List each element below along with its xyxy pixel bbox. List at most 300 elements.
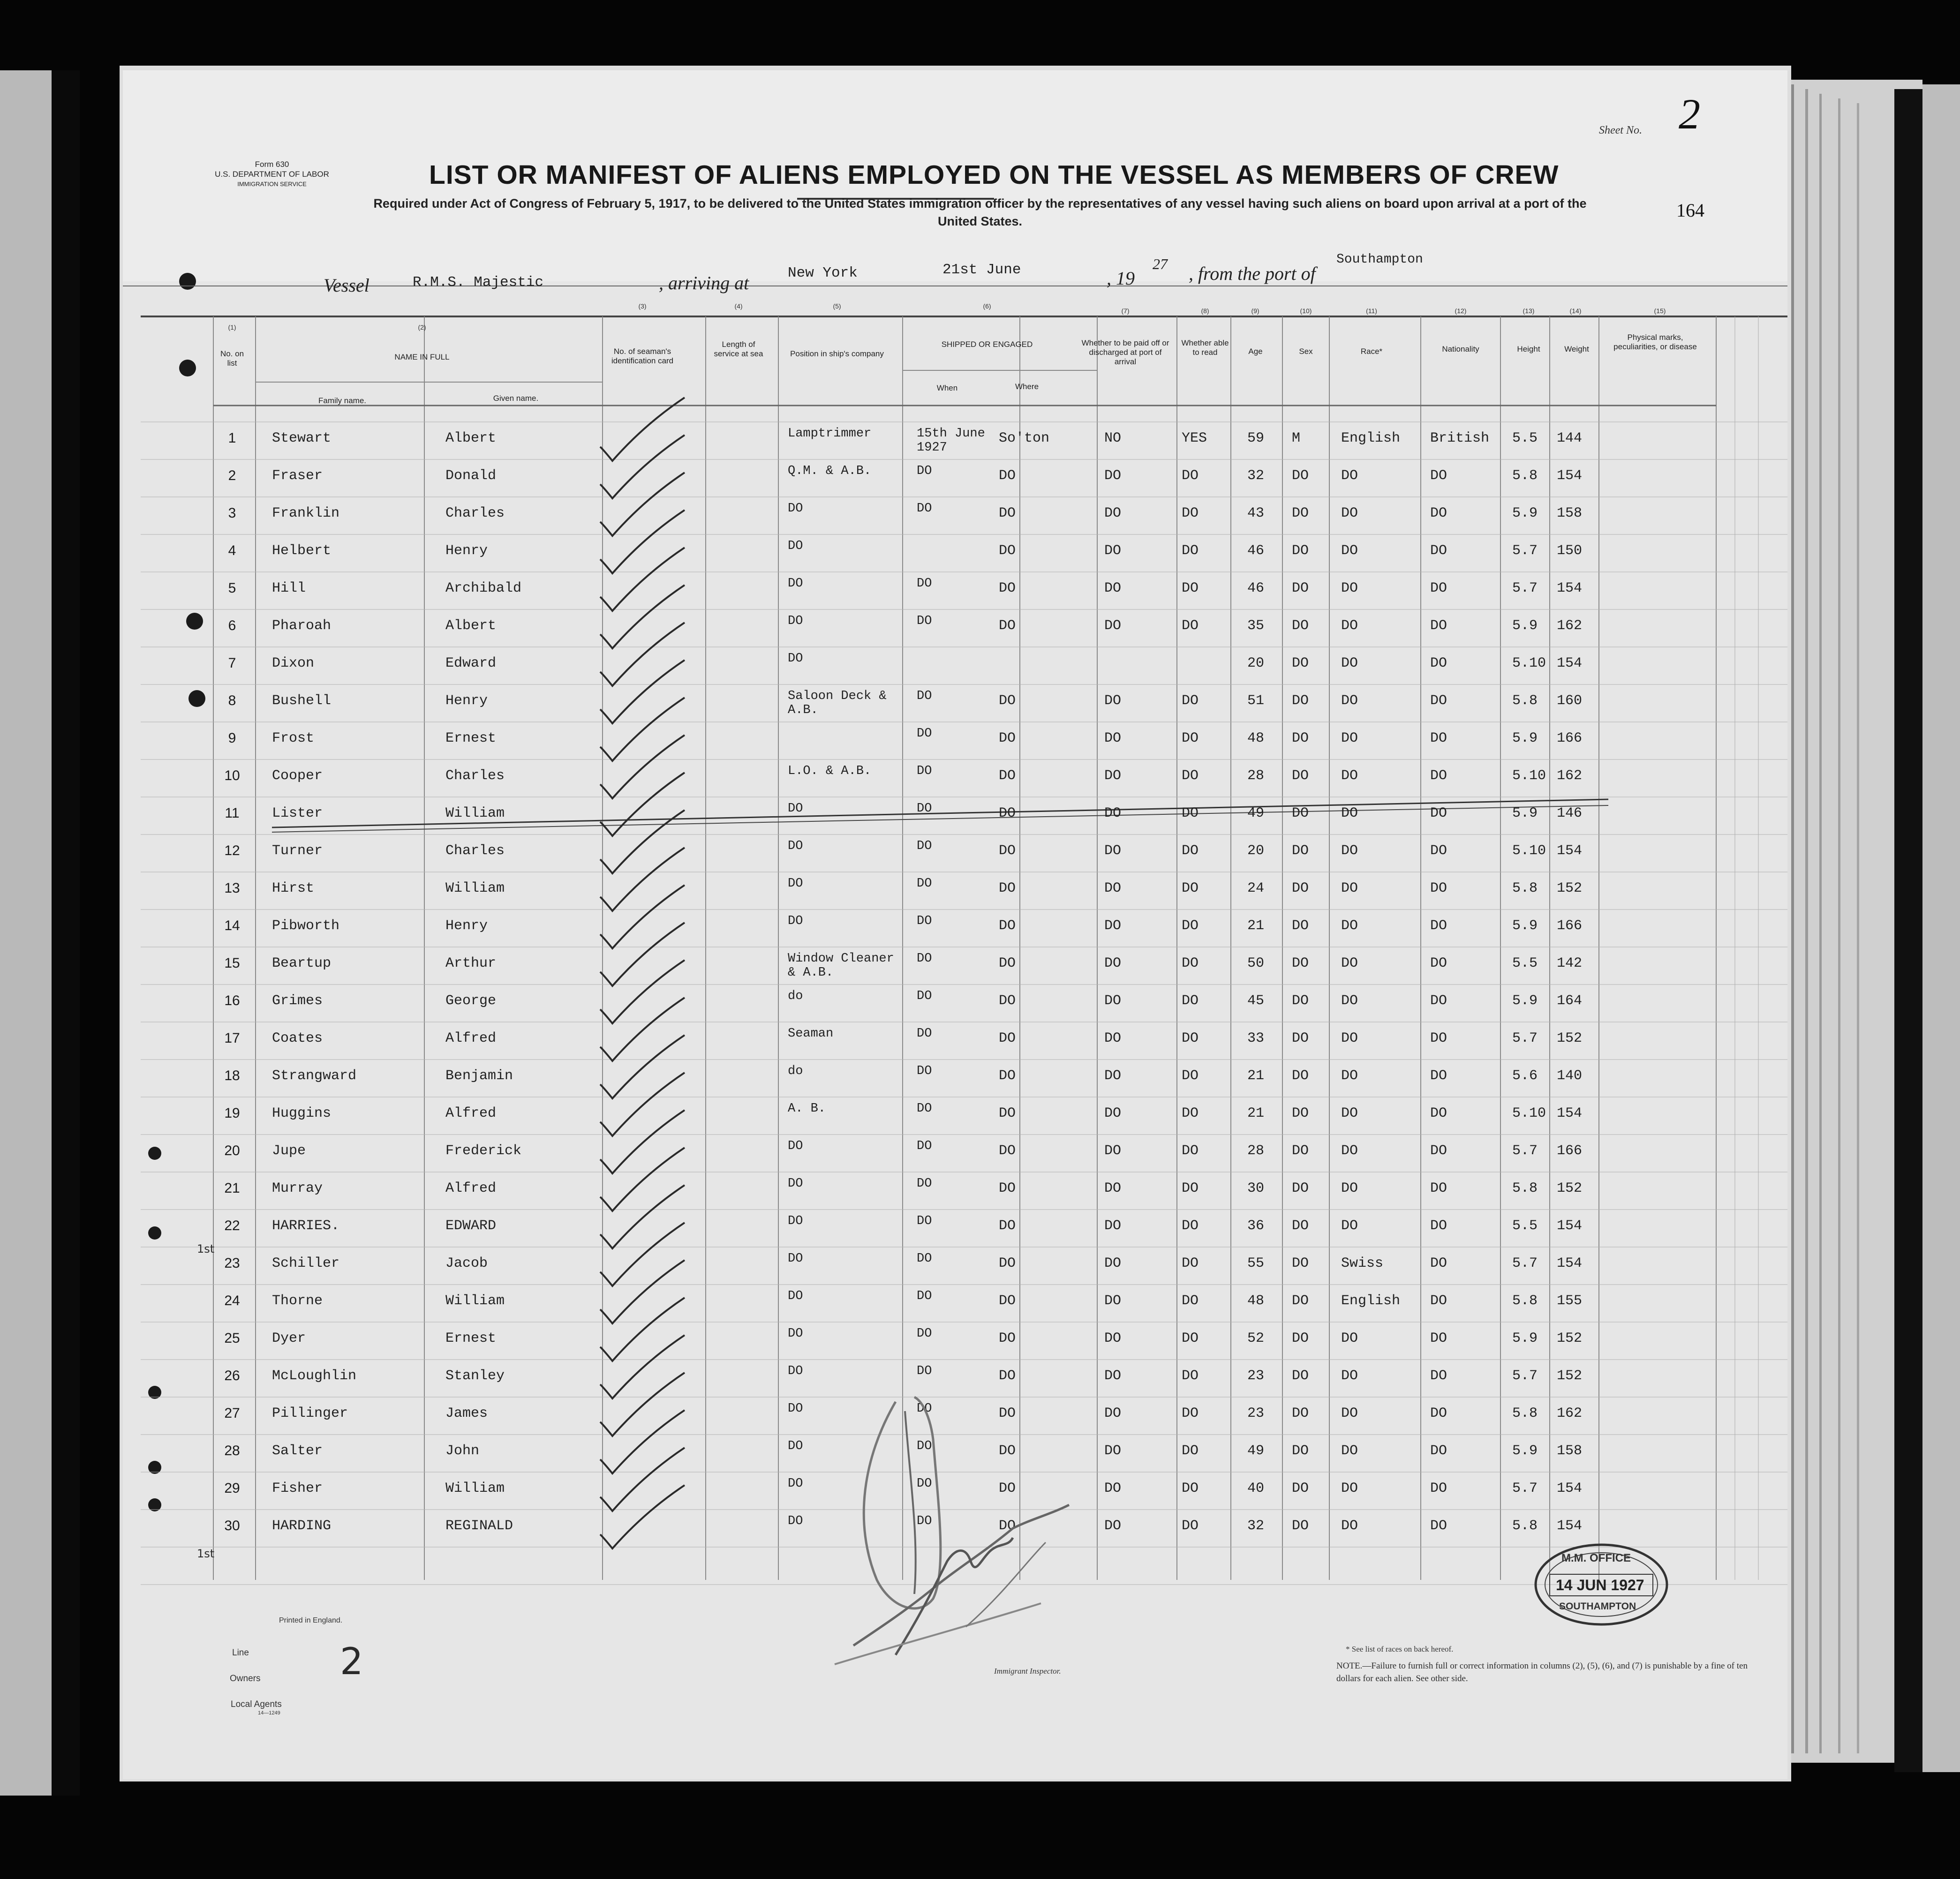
cell-age: 46	[1247, 580, 1265, 596]
cell-when: 15th June 1927	[917, 427, 985, 455]
col4-num: (4)	[734, 302, 743, 310]
cell-given: Arthur	[445, 955, 497, 971]
cell-sex: DO	[1292, 880, 1309, 896]
cell-age: 32	[1247, 1518, 1265, 1534]
cell-where: DO	[999, 1255, 1016, 1271]
cell-given: Charles	[445, 843, 505, 859]
cell-where: DO	[999, 768, 1016, 784]
cell-read: DO	[1182, 543, 1199, 559]
cell-no: 14	[224, 918, 240, 933]
cell-position: Window Cleaner & A.B.	[788, 952, 894, 980]
cell-given: Donald	[445, 468, 497, 484]
cell-race: Swiss	[1341, 1255, 1384, 1271]
cell-weight: 162	[1557, 618, 1583, 634]
col5-num: (5)	[833, 302, 841, 310]
cell-age: 21	[1247, 1068, 1265, 1084]
cell-family: Frost	[272, 730, 315, 746]
col3-num: (3)	[638, 302, 647, 310]
cell-when: DO	[917, 877, 932, 891]
cell-race: DO	[1341, 918, 1358, 934]
cell-family: Murray	[272, 1180, 323, 1196]
cell-position: DO	[788, 1289, 803, 1303]
cell-nationality: DO	[1430, 1443, 1447, 1459]
cell-race: DO	[1341, 1330, 1358, 1346]
cell-given: Edward	[445, 655, 497, 671]
cell-sex: DO	[1292, 505, 1309, 521]
cell-paid: DO	[1104, 505, 1122, 521]
cell-where: DO	[999, 580, 1016, 596]
cell-where: DO	[999, 1368, 1016, 1384]
cell-given: William	[445, 1293, 505, 1309]
cell-position: DO	[788, 1514, 803, 1528]
cell-paid: DO	[1104, 1405, 1122, 1421]
cell-paid: DO	[1104, 1293, 1122, 1309]
cell-weight: 154	[1557, 468, 1583, 484]
cell-weight: 155	[1557, 1293, 1583, 1309]
cell-given: Albert	[445, 430, 497, 446]
cell-where: DO	[999, 1105, 1016, 1121]
cell-position: DO	[788, 839, 803, 853]
cell-no: 30	[224, 1518, 240, 1533]
cell-given: Henry	[445, 543, 488, 559]
cell-given: William	[445, 1481, 505, 1496]
cell-race: DO	[1341, 880, 1358, 896]
cell-when: DO	[917, 952, 932, 966]
cell-read: DO	[1182, 805, 1199, 821]
cell-read: DO	[1182, 618, 1199, 634]
cell-position: L.O. & A.B.	[788, 764, 872, 778]
cell-read: DO	[1182, 1255, 1199, 1271]
cell-weight: 158	[1557, 1443, 1583, 1459]
cell-where: DO	[999, 805, 1016, 821]
cell-when: DO	[917, 1102, 932, 1116]
cell-paid: DO	[1104, 1330, 1122, 1346]
cell-family: Dixon	[272, 655, 315, 671]
cell-where: DO	[999, 505, 1016, 521]
cell-weight: 144	[1557, 430, 1583, 446]
cell-paid: DO	[1104, 1068, 1122, 1084]
cell-age: 24	[1247, 880, 1265, 896]
inspector-signature	[825, 1383, 1125, 1683]
cell-sex: DO	[1292, 1030, 1309, 1046]
cell-sex: DO	[1292, 618, 1309, 634]
cell-race: DO	[1341, 580, 1358, 596]
col12-num: (12)	[1455, 307, 1467, 315]
footer-owners-value: 2	[340, 1641, 363, 1683]
cell-position: Q.M. & A.B.	[788, 464, 872, 478]
cell-read: DO	[1182, 993, 1199, 1009]
cell-paid: DO	[1104, 918, 1122, 934]
cell-where: DO	[999, 1180, 1016, 1196]
cell-when: DO	[917, 1327, 932, 1341]
cell-race: English	[1341, 1293, 1401, 1309]
checkmark-icon	[596, 1483, 689, 1553]
cell-paid: DO	[1104, 955, 1122, 971]
printed-in: Printed in England.	[279, 1616, 343, 1624]
cell-where: DO	[999, 618, 1016, 634]
cell-age: 28	[1247, 768, 1265, 784]
cell-where: DO	[999, 1443, 1016, 1459]
cell-weight: 152	[1557, 1330, 1583, 1346]
cell-no: 13	[224, 880, 240, 896]
cell-age: 30	[1247, 1180, 1265, 1196]
cell-no: 7	[228, 655, 236, 671]
cell-weight: 166	[1557, 1143, 1583, 1159]
cell-when: DO	[917, 1439, 932, 1453]
cell-read: DO	[1182, 1443, 1199, 1459]
cell-position: do	[788, 989, 803, 1003]
cell-height: 5.5	[1512, 430, 1538, 446]
cell-age: 23	[1247, 1405, 1265, 1421]
cell-sex: DO	[1292, 693, 1309, 709]
cell-when: DO	[917, 1139, 932, 1153]
cell-given: Stanley	[445, 1368, 505, 1384]
cell-no: 10	[224, 768, 240, 783]
cell-where: DO	[999, 1330, 1016, 1346]
cell-height: 5.6	[1512, 1068, 1538, 1084]
col14-num: (14)	[1569, 307, 1582, 315]
cell-height: 5.9	[1512, 1443, 1538, 1459]
cell-age: 49	[1247, 805, 1265, 821]
cell-nationality: DO	[1430, 1143, 1447, 1159]
cell-read: DO	[1182, 1068, 1199, 1084]
cell-read: DO	[1182, 693, 1199, 709]
cell-no: 24	[224, 1293, 240, 1308]
cell-where: DO	[999, 1293, 1016, 1309]
office-stamp	[1533, 1542, 1669, 1627]
cell-when: DO	[917, 614, 932, 628]
cell-read: DO	[1182, 880, 1199, 896]
cell-sex: DO	[1292, 1481, 1309, 1496]
cell-read: DO	[1182, 505, 1199, 521]
cell-sex: DO	[1292, 1068, 1309, 1084]
cell-no: 15	[224, 955, 240, 971]
cell-no: 16	[224, 993, 240, 1008]
cell-read: YES	[1182, 430, 1207, 446]
cell-read: DO	[1182, 1293, 1199, 1309]
cell-position: DO	[788, 1439, 803, 1453]
cell-sex: DO	[1292, 843, 1309, 859]
cell-nationality: DO	[1430, 730, 1447, 746]
form-number: Form 630	[255, 160, 289, 169]
cell-family: Pharoah	[272, 618, 332, 634]
cell-family: Salter	[272, 1443, 323, 1459]
col1-num: (1)	[228, 323, 236, 331]
cell-family: Stewart	[272, 430, 332, 446]
cell-nationality: British	[1430, 430, 1490, 446]
cell-age: 20	[1247, 655, 1265, 671]
cell-race: DO	[1341, 1481, 1358, 1496]
races-note: * See list of races on back hereof.	[1346, 1645, 1454, 1654]
cell-race: DO	[1341, 993, 1358, 1009]
cell-nationality: DO	[1430, 843, 1447, 859]
cell-age: 52	[1247, 1330, 1265, 1346]
cell-paid: DO	[1104, 993, 1122, 1009]
cell-weight: 162	[1557, 1405, 1583, 1421]
cell-given: Charles	[445, 768, 505, 784]
cell-position: DO	[788, 614, 803, 628]
cell-when: DO	[917, 464, 932, 478]
cell-age: 45	[1247, 993, 1265, 1009]
cell-given: Frederick	[445, 1143, 522, 1159]
cell-height: 5.9	[1512, 805, 1538, 821]
cell-family: Helbert	[272, 543, 332, 559]
footer-owners-label: Owners	[230, 1674, 261, 1684]
cell-no: 1	[228, 430, 236, 446]
cell-family: Hirst	[272, 880, 315, 896]
cell-family: Jupe	[272, 1143, 306, 1159]
cell-age: 59	[1247, 430, 1265, 446]
col4-head: Length of service at sea	[714, 340, 763, 358]
cell-no: 11	[225, 805, 240, 821]
sheet-label: Sheet No.	[1599, 124, 1642, 136]
cell-no: 27	[224, 1405, 240, 1421]
inspector-label: Immigrant Inspector.	[994, 1667, 1061, 1676]
cell-when: DO	[917, 1289, 932, 1303]
cell-position: DO	[788, 914, 803, 928]
cell-paid: DO	[1104, 1443, 1122, 1459]
cell-weight: 162	[1557, 768, 1583, 784]
cell-nationality: DO	[1430, 993, 1447, 1009]
cell-sex: DO	[1292, 918, 1309, 934]
cell-sex: DO	[1292, 1143, 1309, 1159]
cell-read: DO	[1182, 1180, 1199, 1196]
cell-read: DO	[1182, 1368, 1199, 1384]
cell-position: DO	[788, 1214, 803, 1228]
cell-read: DO	[1182, 768, 1199, 784]
vessel-name: R.M.S. Majestic	[413, 274, 544, 291]
cell-position: DO	[788, 1402, 803, 1416]
cell-weight: 154	[1557, 580, 1583, 596]
cell-race: DO	[1341, 843, 1358, 859]
cell-family: HARDING	[272, 1518, 332, 1534]
cell-paid: DO	[1104, 1518, 1122, 1534]
cell-sex: DO	[1292, 468, 1309, 484]
cell-paid: DO	[1104, 618, 1122, 634]
cell-height: 5.5	[1512, 955, 1538, 971]
cell-where: DO	[999, 468, 1016, 484]
cell-where: DO	[999, 1068, 1016, 1084]
cell-sex: DO	[1292, 1255, 1309, 1271]
year-value: 27	[1153, 256, 1168, 272]
cell-race: DO	[1341, 730, 1358, 746]
cell-weight: 154	[1557, 655, 1583, 671]
cell-paid: DO	[1104, 1368, 1122, 1384]
cell-paid: DO	[1104, 1255, 1122, 1271]
cell-nationality: DO	[1430, 1255, 1447, 1271]
cell-height: 5.9	[1512, 993, 1538, 1009]
cell-sex: DO	[1292, 655, 1309, 671]
from-port-label: , from the port of	[1189, 263, 1316, 284]
cell-nationality: DO	[1430, 543, 1447, 559]
cell-read: DO	[1182, 1481, 1199, 1496]
cell-position: DO	[788, 1139, 803, 1153]
cell-age: 48	[1247, 730, 1265, 746]
cell-age: 21	[1247, 918, 1265, 934]
cell-when: DO	[917, 1514, 932, 1528]
cell-paid: DO	[1104, 1481, 1122, 1496]
cell-sex: DO	[1292, 993, 1309, 1009]
cell-given: Benjamin	[445, 1068, 513, 1084]
cell-family: Huggins	[272, 1105, 332, 1121]
cell-given: John	[445, 1443, 480, 1459]
cell-height: 5.5	[1512, 1218, 1538, 1234]
cell-height: 5.7	[1512, 1143, 1538, 1159]
cell-read: DO	[1182, 1330, 1199, 1346]
cell-sex: DO	[1292, 805, 1309, 821]
cell-race: DO	[1341, 1443, 1358, 1459]
cell-read: DO	[1182, 1218, 1199, 1234]
cell-sex: DO	[1292, 1443, 1309, 1459]
col2-given-head: Given name.	[493, 394, 539, 403]
cell-given: Henry	[445, 918, 488, 934]
cell-weight: 154	[1557, 1218, 1583, 1234]
cell-when: DO	[917, 1177, 932, 1191]
cell-nationality: DO	[1430, 1180, 1447, 1196]
cell-age: 35	[1247, 618, 1265, 634]
cell-weight: 152	[1557, 1368, 1583, 1384]
cell-nationality: DO	[1430, 1518, 1447, 1534]
cell-family: Pibworth	[272, 918, 340, 934]
cell-paid: DO	[1104, 1030, 1122, 1046]
cell-where: So'ton	[999, 430, 1050, 446]
cell-where: DO	[999, 693, 1016, 709]
cell-read: DO	[1182, 1405, 1199, 1421]
col8-head: Whether able to read	[1181, 338, 1229, 357]
cell-nationality: DO	[1430, 805, 1447, 821]
cell-sex: DO	[1292, 768, 1309, 784]
cell-family: Grimes	[272, 993, 323, 1009]
cell-given: REGINALD	[445, 1518, 513, 1534]
cell-family: Schiller	[272, 1255, 340, 1271]
cell-when: DO	[917, 1027, 932, 1041]
cell-when: DO	[917, 727, 932, 741]
cell-age: 23	[1247, 1368, 1265, 1384]
cell-when: DO	[917, 502, 932, 516]
col6-where-head: Where	[1015, 382, 1039, 391]
cell-position: DO	[788, 1364, 803, 1378]
cell-when: DO	[917, 577, 932, 591]
col7-head: Whether to be paid off or discharged at port of arrival	[1081, 338, 1169, 366]
cell-position: DO	[788, 539, 803, 553]
col1-head: No. on list	[220, 349, 244, 368]
cell-read: DO	[1182, 918, 1199, 934]
col13-head: Height	[1517, 345, 1540, 353]
cell-race: DO	[1341, 1068, 1358, 1084]
col2-family-head: Family name.	[318, 396, 367, 405]
cell-weight: 140	[1557, 1068, 1583, 1084]
cell-given: Albert	[445, 618, 497, 634]
cell-sex: DO	[1292, 1105, 1309, 1121]
cell-family: Fraser	[272, 468, 323, 484]
cell-no: 22	[224, 1218, 240, 1233]
cell-paid: DO	[1104, 1218, 1122, 1234]
cell-age: 50	[1247, 955, 1265, 971]
cell-family: Dyer	[272, 1330, 306, 1346]
cell-paid: DO	[1104, 693, 1122, 709]
margin-mark-row30: 1st	[197, 1547, 215, 1560]
cell-age: 43	[1247, 505, 1265, 521]
cell-paid: DO	[1104, 1105, 1122, 1121]
cell-given: Alfred	[445, 1180, 497, 1196]
cell-no: 4	[228, 543, 236, 558]
cell-no: 21	[224, 1180, 240, 1196]
cell-age: 20	[1247, 843, 1265, 859]
cell-nationality: DO	[1430, 1105, 1447, 1121]
cell-position: DO	[788, 877, 803, 891]
cell-race: DO	[1341, 655, 1358, 671]
cell-sex: DO	[1292, 1218, 1309, 1234]
cell-read: DO	[1182, 580, 1199, 596]
page-number: 164	[1676, 200, 1704, 221]
cell-when: DO	[917, 689, 932, 703]
cell-nationality: DO	[1430, 918, 1447, 934]
cell-when: DO	[917, 1214, 932, 1228]
cell-height: 5.7	[1512, 1255, 1538, 1271]
cell-position: Saloon Deck & A.B.	[788, 689, 887, 717]
cell-race: DO	[1341, 768, 1358, 784]
cell-read: DO	[1182, 843, 1199, 859]
cell-family: Thorne	[272, 1293, 323, 1309]
cell-weight: 166	[1557, 918, 1583, 934]
cell-where: DO	[999, 730, 1016, 746]
cell-nationality: DO	[1430, 1330, 1447, 1346]
cell-where: DO	[999, 1143, 1016, 1159]
cell-weight: 160	[1557, 693, 1583, 709]
cell-paid: DO	[1104, 468, 1122, 484]
cell-no: 18	[224, 1068, 240, 1083]
cell-no: 6	[228, 618, 236, 633]
cell-age: 33	[1247, 1030, 1265, 1046]
cell-height: 5.9	[1512, 730, 1538, 746]
cell-nationality: DO	[1430, 655, 1447, 671]
cell-family: Fisher	[272, 1481, 323, 1496]
col15-head: Physical marks, peculiarities, or disease	[1613, 333, 1697, 351]
cell-race: DO	[1341, 505, 1358, 521]
cell-given: James	[445, 1405, 488, 1421]
page-subtitle: Required under Act of Congress of February 5, 1917, to be delivered to the United States immigration officer by the representatives of any vessel having such aliens on board upon arrival at a port of the United States.	[373, 196, 1587, 228]
cell-read: DO	[1182, 1143, 1199, 1159]
cell-family: Pillinger	[272, 1405, 348, 1421]
cell-where: DO	[999, 918, 1016, 934]
cell-nationality: DO	[1430, 768, 1447, 784]
cell-weight: 154	[1557, 843, 1583, 859]
cell-nationality: DO	[1430, 1405, 1447, 1421]
cell-race: DO	[1341, 1180, 1358, 1196]
cell-race: DO	[1341, 468, 1358, 484]
cell-weight: 154	[1557, 1518, 1583, 1534]
cell-nationality: DO	[1430, 1218, 1447, 1234]
col8-num: (8)	[1201, 307, 1209, 315]
cell-given: Henry	[445, 693, 488, 709]
cell-nationality: DO	[1430, 693, 1447, 709]
cell-no: 29	[224, 1481, 240, 1496]
cell-nationality: DO	[1430, 1293, 1447, 1309]
cell-paid: DO	[1104, 880, 1122, 896]
cell-given: EDWARD	[445, 1218, 497, 1234]
cell-height: 5.7	[1512, 580, 1538, 596]
stamp-top-text: M.M. OFFICE	[1561, 1552, 1631, 1564]
cell-race: DO	[1341, 618, 1358, 634]
cell-where: DO	[999, 543, 1016, 559]
col10-num: (10)	[1300, 307, 1312, 315]
cell-weight: 152	[1557, 880, 1583, 896]
cell-position: DO	[788, 577, 803, 591]
col3-head: No. of seaman's identification card	[611, 347, 674, 365]
cell-no: 26	[224, 1368, 240, 1383]
cell-age: 36	[1247, 1218, 1265, 1234]
sheet-number: 2	[1679, 90, 1700, 138]
